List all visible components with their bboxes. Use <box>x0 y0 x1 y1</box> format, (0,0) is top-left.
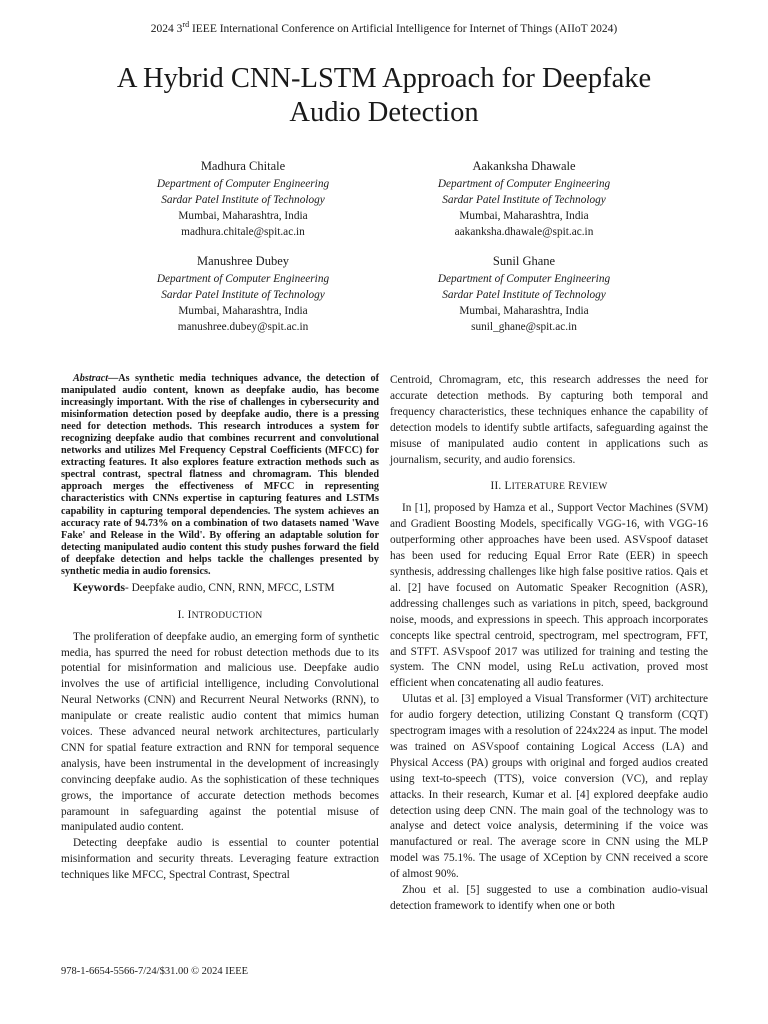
author-block <box>103 251 383 335</box>
author-email[interactable]: aakanksha.dhawale@spit.ac.in <box>454 226 594 238</box>
literature-paragraph: Ulutas et al. [3] employed a Visual Transformer (ViT) architecture for audio forgery detection, utilizing Constant Q transform (CQT) spectrogram images with a resolution of 224x224 as input. The model was trained on ASVspoof containing Logical Access (LA) and Physical Access (PA) groups with original and forged audios created using text-to-speech (TTS), voice conversion (VC), and replay attacks. In their research, Kumar et al. [4] explored deepfake audio detection using deep CNN. The main goal of the technology was to analyse and detect voice analysis, determining if the voice was manufactured or real. The average score in CNN using the MLP model was 75.1%. The usage of XCeption by CNN received a score of almost 90%. <box>390 693 708 881</box>
author-block <box>384 156 664 240</box>
author-department: Department of Computer Engineering <box>437 273 611 285</box>
conference-header-year: 2024 3 <box>150 22 183 35</box>
keywords-label: Keywords <box>73 579 125 594</box>
author-institute: Sardar Patel Institute of Technology <box>161 194 325 206</box>
author-location: Mumbai, Maharashtra, India <box>459 210 589 222</box>
conference-header-sup: rd <box>182 20 190 29</box>
author-department: Department of Computer Engineering <box>156 273 330 285</box>
section-heading-number: I. I <box>177 608 192 621</box>
abstract <box>61 373 379 578</box>
section-heading-introduction <box>61 608 379 625</box>
author-location: Mumbai, Maharashtra, India <box>178 305 308 317</box>
literature-paragraph: Zhou et al. [5] suggested to use a combination audio-visual detection framework to identify when one or both <box>390 884 708 912</box>
section-heading-literature-review <box>390 479 708 496</box>
author-department: Department of Computer Engineering <box>156 178 330 190</box>
paper-title <box>60 62 708 130</box>
intro-paragraph: The proliferation of deepfake audio, an emerging form of synthetic media, has spurred the need for robust detection methods due to its potential for misinformation and malicious use. Deepfake audio involves the use of artificial intelligence, including Convolutional Neural Networks (CNN) and Recurrent Neural Networks (RNN), to manipulate or create realistic audio content that mimics human voices. These advanced neural network architectures, particularly CNN for spatial feature extraction and RNN for temporal sequence analysis, have been instrumental in the development of increasingly convincing deepfake audio. As the sophistication of these techniques grows, the importance of accurate detection methods becomes paramount in safeguarding against the potential misuse of manipulated audio content. <box>61 630 379 834</box>
keywords <box>61 580 379 597</box>
section-heading-text: ITERATURE <box>511 482 566 493</box>
abstract-text: —As synthetic media techniques advance, the detection of manipulated audio content, known as deepfake audio, has become increasingly important. With the rise of challenges in cybersecurity and misinformation detection posed by deepfake audio, there is a pressing need for detection methods. This research introduces a system for recognizing deepfake audio that combines recurrent and convolutional networks and utilizes Mel Frequency Cepstral Coefficients (MFCC) for extracting features. It also explores feature extraction methods such as spectral contrast, spectral flatness and chromagram. This blended approach merges the effectiveness of MFCC in representing characteristics with CNNs expertise in capturing features and LSTMs capability in capturing temporal dependencies. The system achieves an accuracy rate of 94.73% on a combination of two datasets named 'Wave Fake' and Release in the Wild'. By offering an adaptable solution for detecting manipulated audio content this study pushes forward the field of deepfake detection and helps tackle the challenges presented by synthetic media in audio forensics. <box>61 373 379 577</box>
author-location: Mumbai, Maharashtra, India <box>178 210 308 222</box>
title-line-1: A Hybrid CNN-LSTM Approach for Deepfake <box>116 63 652 94</box>
section-heading-number: II. L <box>490 480 512 493</box>
left-column <box>61 373 379 884</box>
literature-paragraph: In [1], proposed by Hamza et al., Support Vector Machines (SVM) and Gradient Boosting Models, specifically VGG-16, with VGG-16 outperforming other approaches have been used. ASVspoof dataset has been used for reducing Equal Error Rate (EER) in speech synthesis, addressing challenges like high false positive ratios. Qais et al. [2] have focused on Automatic Speaker Recognition (ASR), addressing challenges such as variations in pitch, speed, background noise, moods, and expressions in speech. This approach incorporates concepts like spectral centroid, spectrogram, mel spectrogram, FFT, and STFT. ASVspoof 2017 was utilized for training and testing the system. The CNN model, using ReLu activation, proved most efficient when concatenating all audio features. <box>390 502 708 690</box>
author-email[interactable]: madhura.chitale@spit.ac.in <box>181 226 305 238</box>
author-name: Manushree Dubey <box>197 254 289 268</box>
intro-paragraph-continuation: Centroid, Chromagram, etc, this research addresses the need for accurate detection methods. By capturing both temporal and frequency characteristics, these techniques enhance the capability of detection models to identify subtle artifacts, safeguarding against the misuse of manipulated audio content in applications such as journalism, security, and audio forensics. <box>390 374 708 466</box>
author-location: Mumbai, Maharashtra, India <box>459 305 589 317</box>
author-department: Department of Computer Engineering <box>437 178 611 190</box>
author-name: Madhura Chitale <box>200 159 286 173</box>
right-column <box>390 373 708 915</box>
conference-header <box>0 20 768 35</box>
title-line-2: Audio Detection <box>289 97 479 128</box>
section-heading-text: R <box>565 480 576 493</box>
section-heading-text: EVIEW <box>575 482 608 493</box>
author-institute: Sardar Patel Institute of Technology <box>161 289 325 301</box>
abstract-label: Abstract <box>73 373 109 384</box>
author-email[interactable]: sunil_ghane@spit.ac.in <box>471 321 577 333</box>
author-institute: Sardar Patel Institute of Technology <box>442 289 606 301</box>
intro-paragraph: Detecting deepfake audio is essential to counter potential misinformation and security threats. Leveraging feature extraction techniques like MFCC, Spectral Contrast, Spectral <box>61 837 379 882</box>
copyright-footer: 978-1-6654-5566-7/24/$31.00 © 2024 IEEE <box>61 966 249 977</box>
author-name: Aakanksha Dhawale <box>472 159 576 173</box>
keywords-text: - Deepfake audio, CNN, RNN, MFCC, LSTM <box>125 581 335 594</box>
author-block <box>384 251 664 335</box>
author-email[interactable]: manushree.dubey@spit.ac.in <box>177 321 309 333</box>
author-name: Sunil Ghane <box>492 254 556 268</box>
conference-header-rest: IEEE International Conference on Artificial Intelligence for Internet of Things (AIIoT 2024) <box>189 22 618 35</box>
author-institute: Sardar Patel Institute of Technology <box>442 194 606 206</box>
section-heading-text: NTRODUCTION <box>191 610 263 621</box>
author-block <box>103 156 383 240</box>
